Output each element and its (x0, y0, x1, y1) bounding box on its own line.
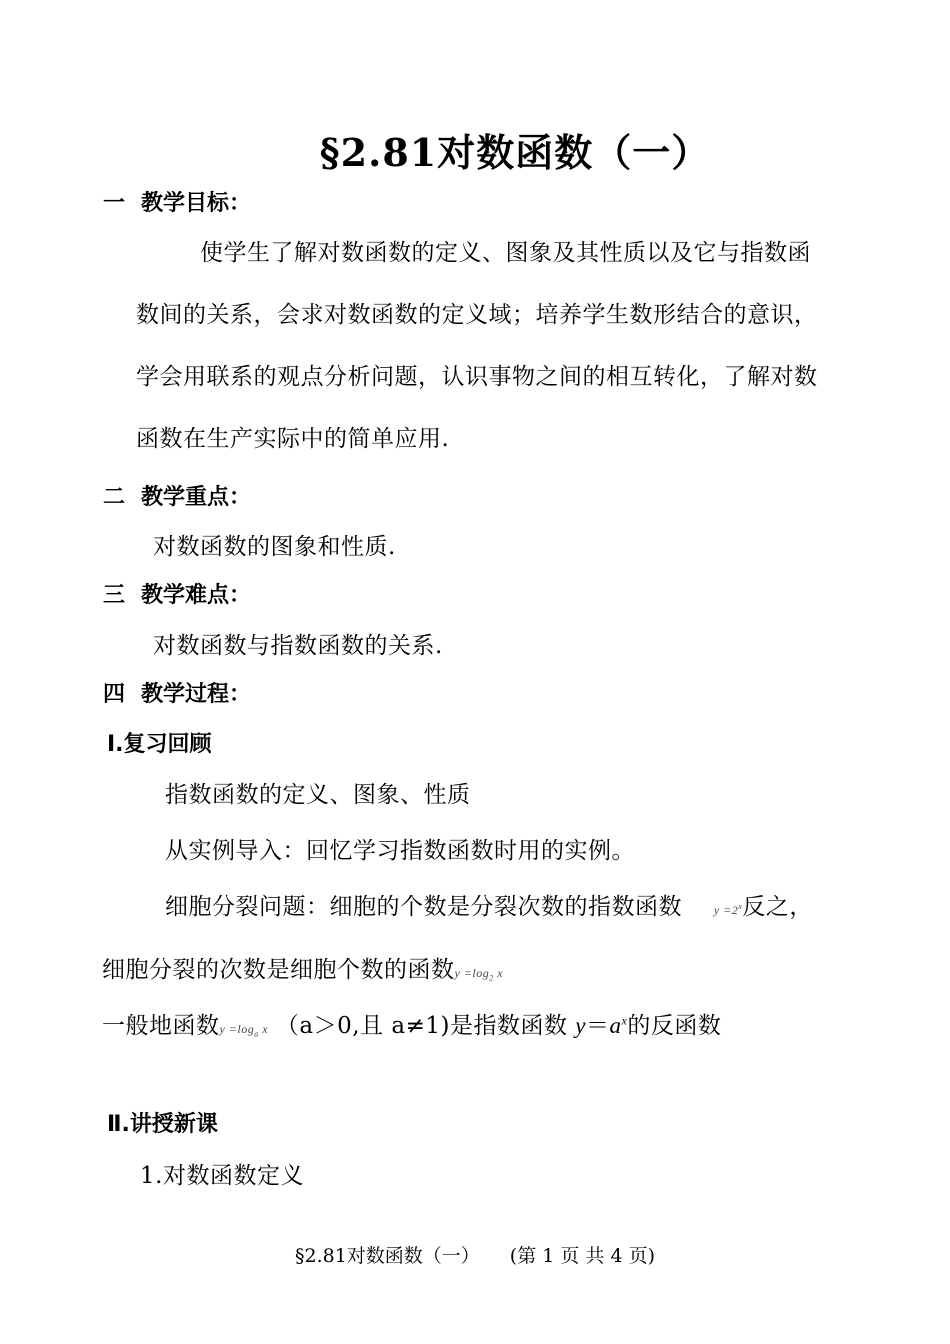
section-title: 教学重点： (141, 485, 252, 510)
difficulty-text: 对数函数与指数函数的关系. (153, 633, 443, 659)
review-line-5-text: 一般地函数 (102, 1013, 220, 1039)
section-heading-objectives (103, 186, 251, 217)
review-line-3-text: 细胞分裂问题：细胞的个数是分裂次数的指数函数 (165, 894, 682, 920)
page-title (0, 122, 950, 177)
review-line-1: 指数函数的定义、图象、性质 (165, 782, 471, 808)
section-title: 教学难点： (141, 583, 252, 608)
log2-formula: $y =\log_2$ x (454, 966, 504, 983)
review-line-3-suffix: 反之， (742, 894, 813, 920)
review-heading: Ⅰ.复习回顾 (107, 732, 212, 757)
review-line-4-text: 细胞分裂的次数是细胞个数的函数 (102, 957, 455, 983)
footer-title: §2.81对数函数（一） (294, 1245, 480, 1267)
loga-formula: $y =\log_a$ x (219, 1022, 269, 1039)
section-number: 四 (103, 682, 126, 707)
section-number: 一 (103, 191, 126, 216)
review-line-2: 从实例导入：回忆学习指数函数时用的实例。 (165, 838, 635, 864)
page-title-text: §2.81对数函数（一） (319, 130, 711, 175)
review-line-4 (102, 951, 503, 984)
objectives-line-3: 学会用联系的观点分析问题，认识事物之间的相互转化，了解对数 (136, 364, 818, 390)
page-footer (0, 1241, 950, 1268)
review-line-5 (102, 1007, 721, 1040)
section-title: 教学目标： (141, 191, 252, 216)
footer-page-info: (第 1 页 共 4 页) (509, 1245, 655, 1267)
new-lesson-heading: Ⅱ.讲授新课 (107, 1112, 218, 1137)
objectives-line-4: 函数在生产实际中的简单应用. (136, 426, 450, 452)
section-number: 二 (103, 485, 126, 510)
review-line-5-condition: （a＞0,且 a≠1)是指数函数 (275, 1013, 568, 1039)
review-line-3 (165, 888, 813, 921)
review-line-5-suffix: 的反函数 (627, 1013, 722, 1039)
section-heading-key-points (103, 480, 251, 511)
section-title: 教学过程： (141, 682, 252, 707)
objectives-line-2: 数间的关系，会求对数函数的定义域；培养学生数形结合的意识， (136, 302, 818, 328)
new-lesson-item-1: 1.对数函数定义 (140, 1163, 304, 1189)
exponential-formula: $y =2^x$ (713, 902, 743, 917)
section-heading-difficulty (103, 578, 251, 609)
section-heading-process (103, 677, 251, 708)
section-number: 三 (103, 583, 126, 608)
key-point-text: 对数函数的图象和性质. (153, 534, 396, 560)
exponential-inline-formula: $y=a^x$ (575, 1013, 628, 1038)
objectives-line-1: 使学生了解对数函数的定义、图象及其性质以及它与指数函 (200, 240, 811, 266)
